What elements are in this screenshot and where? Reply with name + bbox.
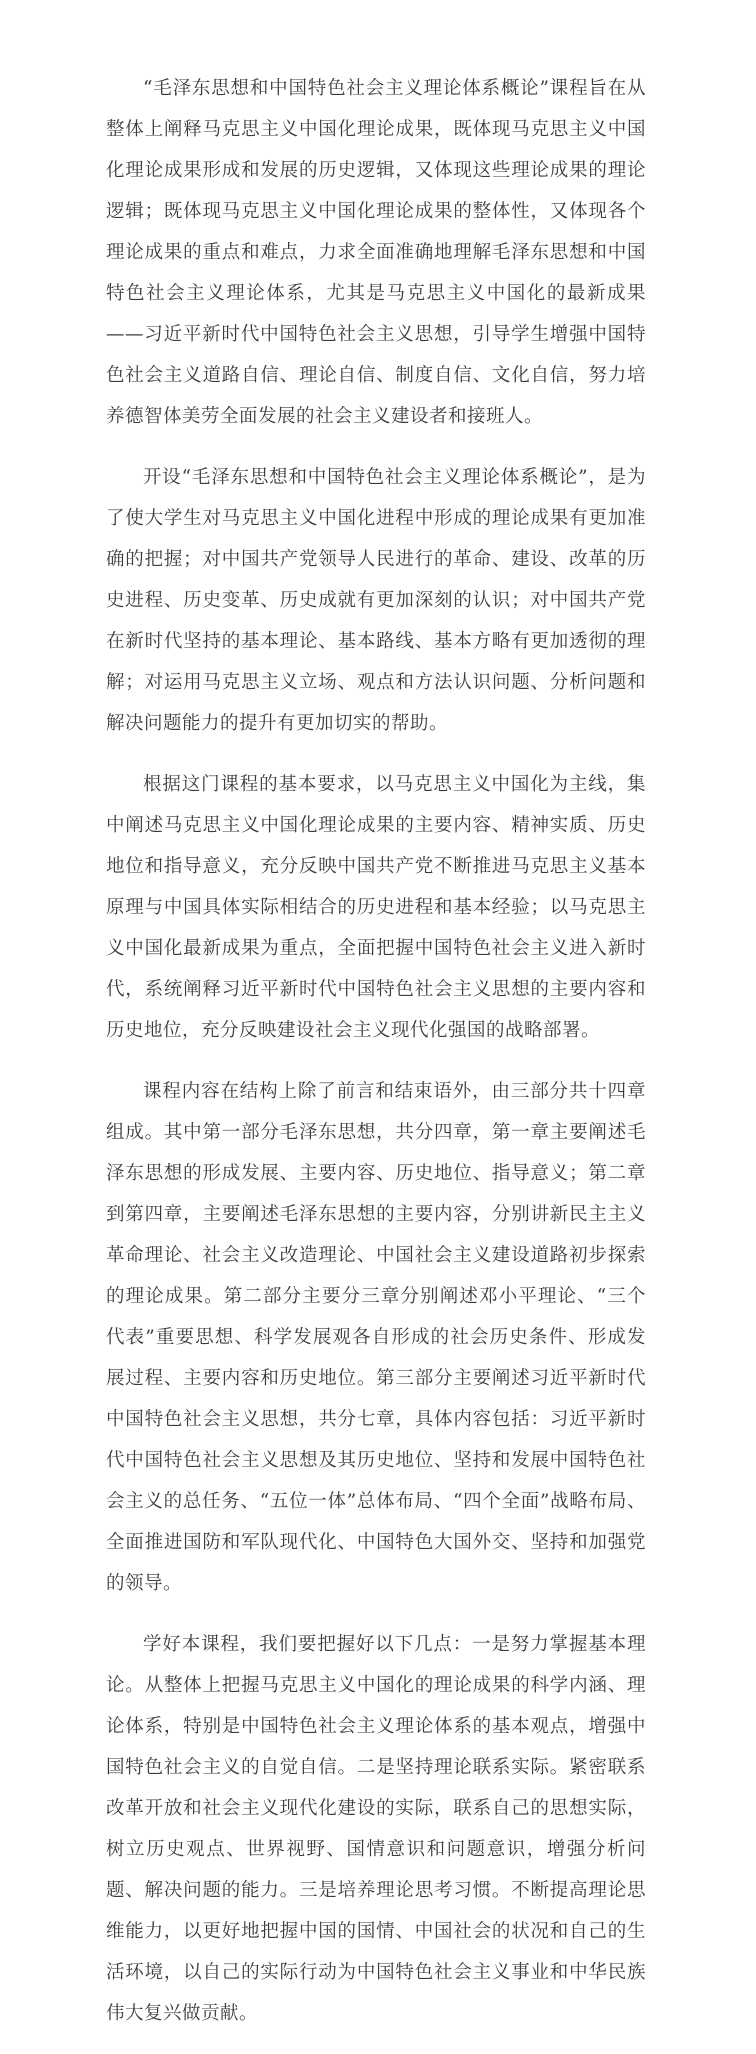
paragraph-course-purpose: “毛泽东思想和中国特色社会主义理论体系概论”课程旨在从整体上阐释马克思主义中国化理论成果，既体现马克思主义中国化理论成果形成和发展的历史逻辑，又体现这些理论成果的理论逻辑；既体现马克思主义中国化理论成果的整体性，又体现各个理论成果的重点和难点，力求全面准确地理解毛泽东思想和中国特色社会主义理论体系，尤其是马克思主义中国化的最新成果——习近平新时代中国特色社会主义思想，引导学生增强中国特色社会主义道路自信、理论自信、制度自信、文化自信，努力培养德智体美劳全面发展的社会主义建设者和接班人。: [106, 78, 646, 427]
paragraph-course-requirements: 根据这门课程的基本要求，以马克思主义中国化为主线，集中阐述马克思主义中国化理论成果的主要内容、精神实质、历史地位和指导意义，充分反映中国共产党不断推进马克思主义基本原理与中国具体实际相结合的历史进程和基本经验；以马克思主义中国化最新成果为重点，全面把握中国特色社会主义进入新时代，系统阐释习近平新时代中国特色社会主义思想的主要内容和历史地位，充分反映建设社会主义现代化强国的战略部署。: [106, 774, 646, 1041]
document-body: [106, 68, 646, 2054]
paragraph-course-goals: 开设“毛泽东思想和中国特色社会主义理论体系概论”，是为了使大学生对马克思主义中国化进程中形成的理论成果有更加准确的把握；对中国共产党领导人民进行的革命、建设、改革的历史进程、历史变革、历史成就有更加深刻的认识；对中国共产党在新时代坚持的基本理论、基本路线、基本方略有更加透彻的理解；对运用马克思主义立场、观点和方法认识问题、分析问题和解决问题能力的提升有更加切实的帮助。: [106, 467, 646, 734]
paragraph-course-structure: 课程内容在结构上除了前言和结束语外，由三部分共十四章组成。其中第一部分毛泽东思想，共分四章，第一章主要阐述毛泽东思想的形成发展、主要内容、历史地位、指导意义；第二章到第四章，主要阐述毛泽东思想的主要内容，分别讲新民主主义革命理论、社会主义改造理论、中国社会主义建设道路初步探索的理论成果。第二部分主要分三章分别阐述邓小平理论、“三个代表”重要思想、科学发展观各自形成的社会历史条件、形成发展过程、主要内容和历史地位。第三部分主要阐述习近平新时代中国特色社会主义思想，共分七章，具体内容包括：习近平新时代中国特色社会主义思想及其历史地位、坚持和发展中国特色社会主义的总任务、“五位一体”总体布局、“四个全面”战略布局、全面推进国防和军队现代化、中国特色大国外交、坚持和加强党的领导。: [106, 1081, 646, 1594]
paragraph-study-methods: 学好本课程，我们要把握好以下几点：一是努力掌握基本理论。从整体上把握马克思主义中国化的理论成果的科学内涵、理论体系，特别是中国特色社会主义理论体系的基本观点，增强中国特色社会主义的自觉自信。二是坚持理论联系实际。紧密联系改革开放和社会主义现代化建设的实际，联系自己的思想实际，树立历史观点、世界视野、国情意识和问题意识，增强分析问题、解决问题的能力。三是培养理论思考习惯。不断提高理论思维能力，以更好地把握中国的国情、中国社会的状况和自己的生活环境，以自己的实际行动为中国特色社会主义事业和中华民族伟大复兴做贡献。: [106, 1634, 646, 2024]
